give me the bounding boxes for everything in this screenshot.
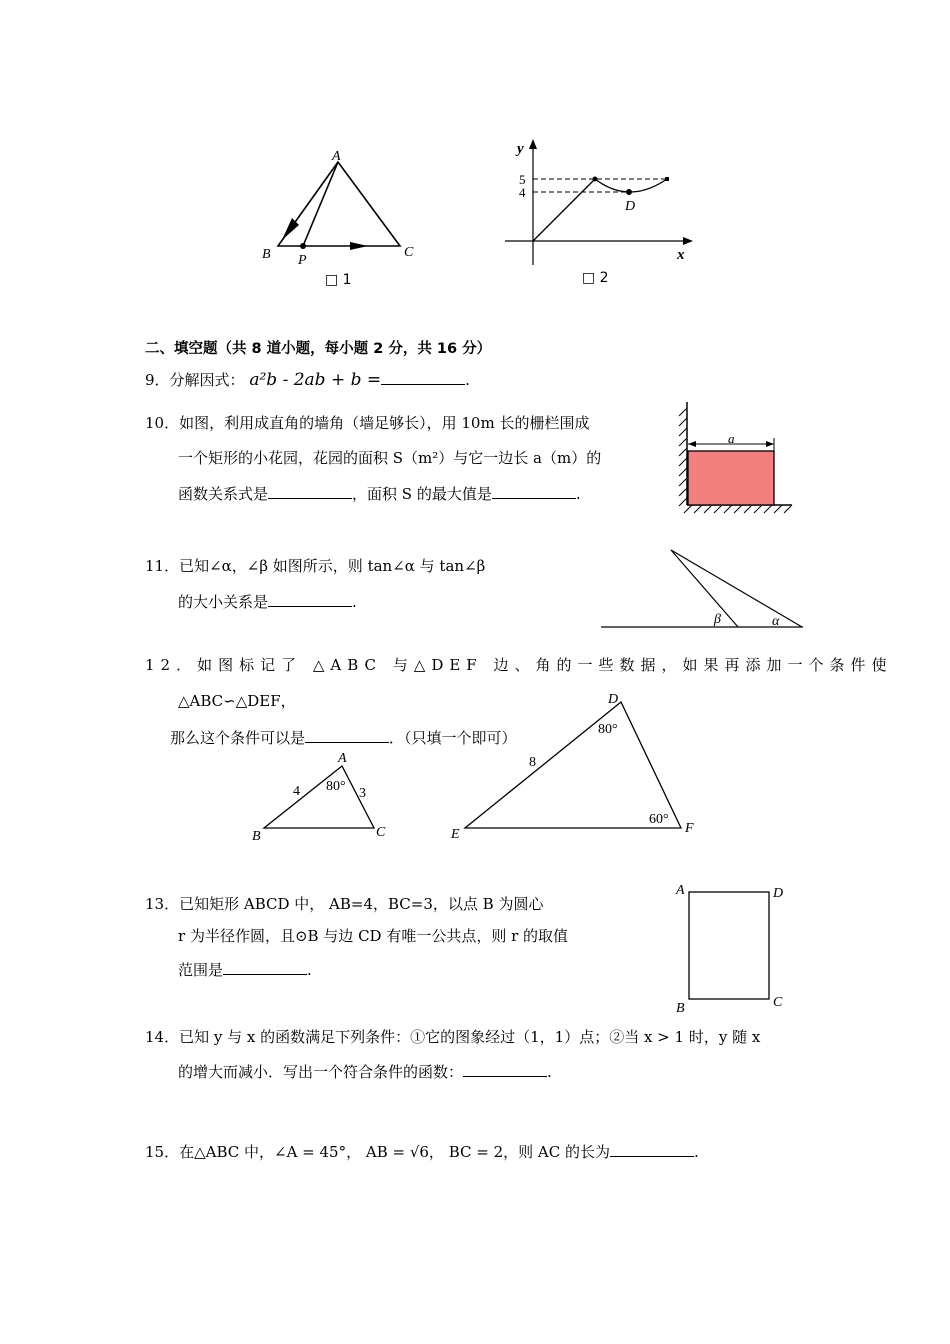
q15-text: 在△ABC 中，∠A = 45°， AB = √6， BC = 2，则 AC 的长为	[179, 1143, 610, 1161]
q9-text: 分解因式：	[169, 371, 245, 389]
q10-number: 10．	[145, 414, 180, 432]
q9-expression: a²b - 2ab + b =	[249, 370, 382, 390]
q13-label-a: A	[676, 883, 685, 898]
q10-line-2: 一个矩形的小花园，花园的面积 S（m²）与它一边长 a（m）的	[178, 449, 602, 467]
q12-label-b: B	[252, 829, 261, 843]
label-d: D	[625, 199, 636, 214]
q11-angles-figure	[598, 545, 808, 635]
q13-text-1: 已知矩形 ABCD 中， AB=4，BC=3，以点 B 为圆心	[179, 895, 544, 913]
q14-line-2	[178, 1060, 552, 1082]
q12-label-d: D	[608, 692, 619, 707]
q12-line-1	[145, 654, 892, 675]
y-axis-label: y	[517, 141, 524, 157]
label-b: B	[262, 247, 271, 262]
q10-line-1	[145, 412, 589, 433]
q11-text-1: 已知∠α，∠β 如图所示，则 tan∠α 与 tan∠β	[179, 557, 486, 575]
q13-rectangle-figure	[670, 878, 800, 1018]
label-a: A	[332, 149, 341, 164]
q14-period: .	[547, 1063, 552, 1081]
q10-text-3a: 函数关系式是	[178, 485, 269, 503]
q12-text-3a: 那么这个条件可以是	[170, 729, 306, 747]
q11-line-2	[178, 590, 357, 612]
q11-line-1	[145, 555, 485, 576]
q12-label-f: F	[685, 821, 694, 836]
q14-number: 14．	[145, 1028, 180, 1046]
figure-2-caption: □ 2	[582, 270, 609, 286]
q10-answer-blank-2[interactable]	[492, 482, 576, 499]
q9-number: 9．	[145, 371, 170, 389]
q11-label-beta: β	[714, 612, 721, 627]
q13-line-1	[145, 893, 543, 914]
q14-answer-blank[interactable]	[463, 1060, 547, 1077]
q12-text-1: 如图标记了 △ABC 与△DEF 边、角的一些数据，如果再添加一个条件使	[197, 656, 893, 674]
q12-angle-d: 80°	[598, 722, 618, 737]
q10-label-a: a	[728, 431, 735, 446]
q10-period: .	[575, 485, 581, 503]
q12-number: 12．	[145, 656, 198, 674]
question-9	[145, 368, 470, 390]
q13-label-d: D	[773, 886, 784, 901]
q10-garden-figure	[672, 400, 797, 520]
q13-line-3	[178, 958, 312, 980]
label-p: P	[298, 253, 307, 268]
q10-text-1: 如图，利用成直角的墙角（墙足够长），用 10m 长的栅栏围成	[179, 414, 590, 432]
q9-period: .	[465, 371, 470, 389]
q12-answer-blank[interactable]	[305, 726, 389, 743]
x-axis-label: x	[677, 247, 685, 263]
q12-angle-f: 60°	[649, 812, 669, 827]
figure-2-graph	[495, 135, 705, 270]
q13-number: 13．	[145, 895, 180, 913]
q13-line-2: r 为半径作圆，且⊙B 与边 CD 有唯一公共点，则 r 的取值	[178, 927, 569, 945]
figure-1-triangle	[250, 140, 430, 270]
question-15	[145, 1140, 699, 1162]
q13-period: .	[307, 961, 312, 979]
q12-side-ac: 3	[359, 786, 366, 801]
q12-angle-a: 80°	[326, 779, 346, 794]
q11-text-2: 的大小关系是	[178, 593, 269, 611]
q11-number: 11．	[145, 557, 180, 575]
q10-answer-blank-1[interactable]	[268, 482, 352, 499]
q13-text-3: 范围是	[178, 961, 224, 979]
q14-text-2: 的增大而减小．写出一个符合条件的函数：	[178, 1063, 464, 1081]
q13-label-b: B	[676, 1001, 685, 1016]
q12-line-2: △ABC∽△DEF，	[178, 692, 296, 710]
q11-label-alpha: α	[772, 614, 780, 629]
label-c: C	[404, 245, 414, 260]
q10-line-3	[178, 482, 581, 504]
q10-text-3b: ，面积 S 的最大值是	[352, 485, 492, 503]
q12-triangle-abc	[248, 748, 398, 843]
q11-period: .	[352, 593, 357, 611]
q12-triangle-def	[445, 688, 705, 843]
q15-period: .	[693, 1143, 699, 1161]
q12-side-ab: 4	[293, 784, 300, 799]
q11-answer-blank[interactable]	[268, 590, 352, 607]
tick-5: 5	[519, 172, 526, 187]
q13-answer-blank[interactable]	[223, 958, 307, 975]
q12-label-a: A	[338, 751, 347, 766]
q14-text-1: 已知 y 与 x 的函数满足下列条件：①它的图象经过（1，1）点；②当 x > 1 时，y 随 x	[179, 1028, 761, 1046]
tick-4: 4	[519, 185, 526, 200]
section-title: 二、填空题（共 8 道小题，每小题 2 分，共 16 分）	[145, 341, 492, 357]
figure-1-caption: □ 1	[325, 272, 352, 288]
q12-text-3b: ．（只填一个即可）	[389, 729, 517, 747]
q12-label-e: E	[451, 827, 460, 842]
q13-label-c: C	[773, 995, 783, 1010]
q14-line-1	[145, 1026, 760, 1047]
q15-answer-blank[interactable]	[610, 1140, 694, 1157]
q12-side-de: 8	[529, 755, 536, 770]
q12-label-c: C	[376, 825, 386, 840]
q15-number: 15．	[145, 1143, 180, 1161]
q9-answer-blank[interactable]	[381, 368, 465, 385]
